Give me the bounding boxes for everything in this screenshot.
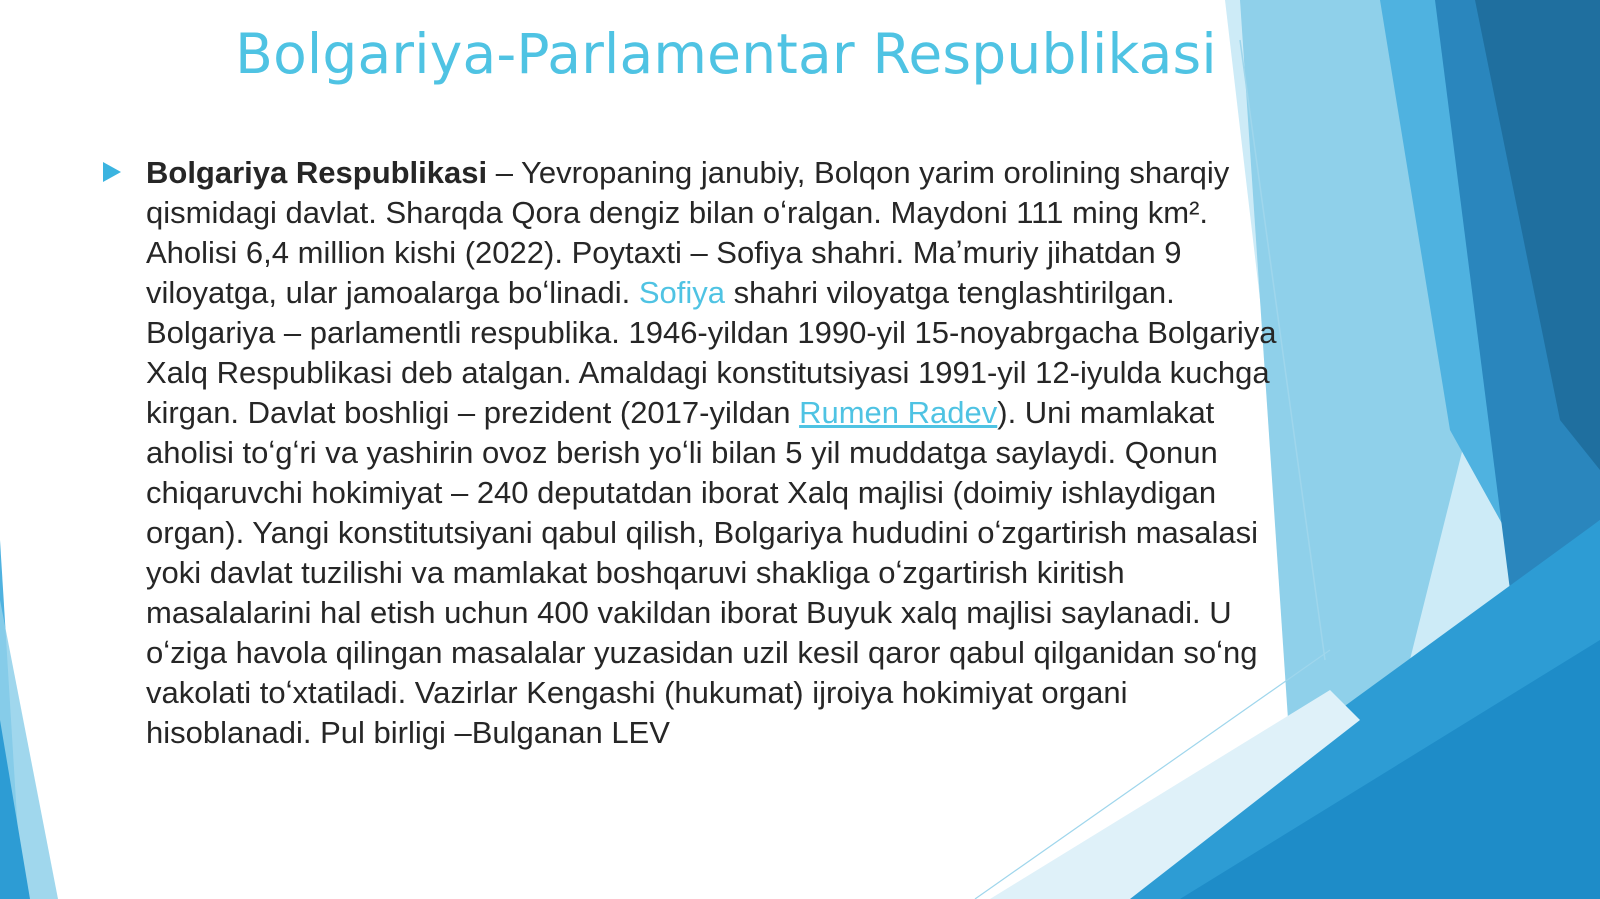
- sofiya-link[interactable]: Sofiya: [638, 275, 726, 310]
- paragraph-text-3: ). Uni mamlakat aholisi toʻgʻri va yashirin ovoz berish yoʻli bilan 5 yil muddatga saylaydi. Qonun chiqaruvchi hokimiyat – 240 deputatdan iborat Xalq majlisi (doimiy ishlaydigan organ). Yangi konstitutsiyani qabul qilish, Bolgariya hududini oʻzgartirish masalasi yoki davlat tuzilishi va mamlakat boshqaruvi shakliga oʻzgartirish kiritish masalalarini hal etish uchun 400 vakildan iborat Buyuk xalq majlisi saylanadi. U oʻziga havola qilingan masalalar yuzasidan uzil kesil qaror qabul qilganidan soʻng vakolati toʻxtatiladi. Vazirlar Kengashi (hukumat) ijroiya hokimiyat organi hisoblanadi. Pul birligi –Bulganan LEV: [146, 395, 1259, 750]
- triangle-arrow-icon: [103, 162, 121, 182]
- paragraph-text-2: shahri viloyatga tenglashtirilgan. Bolgariya – parlamentli respublika. 1946-yildan 1990-yil 15-noyabrgacha Bolgariya Xalq Respublikasi deb atalgan. Amaldagi konstitutsiyasi 1991-yil 12-iyulda kuchga kirgan. Davlat boshligi – prezident (2017-yildan: [146, 275, 1277, 430]
- bullet-term: Bolgariya Respublikasi: [146, 155, 488, 190]
- bullet-paragraph: [146, 153, 1290, 753]
- slide-title: Bolgariya-Parlamentar Respublikasi: [235, 22, 1217, 86]
- rumen-radev-link[interactable]: Rumen Radev: [799, 395, 998, 430]
- paragraph-text-1: – Yevropaning janubiy, Bolqon yarim orolining sharqiy qismidagi davlat. Sharqda Qora dengiz bilan oʻralgan. Maydoni 111 ming km². Aholisi 6,4 million kishi (2022). Poytaxti – Sofiya shahri. Maʼmuriy jihatdan 9 viloyatga, ular jamoalarga boʻlinadi.: [146, 155, 1230, 310]
- slide-content: [100, 153, 1290, 753]
